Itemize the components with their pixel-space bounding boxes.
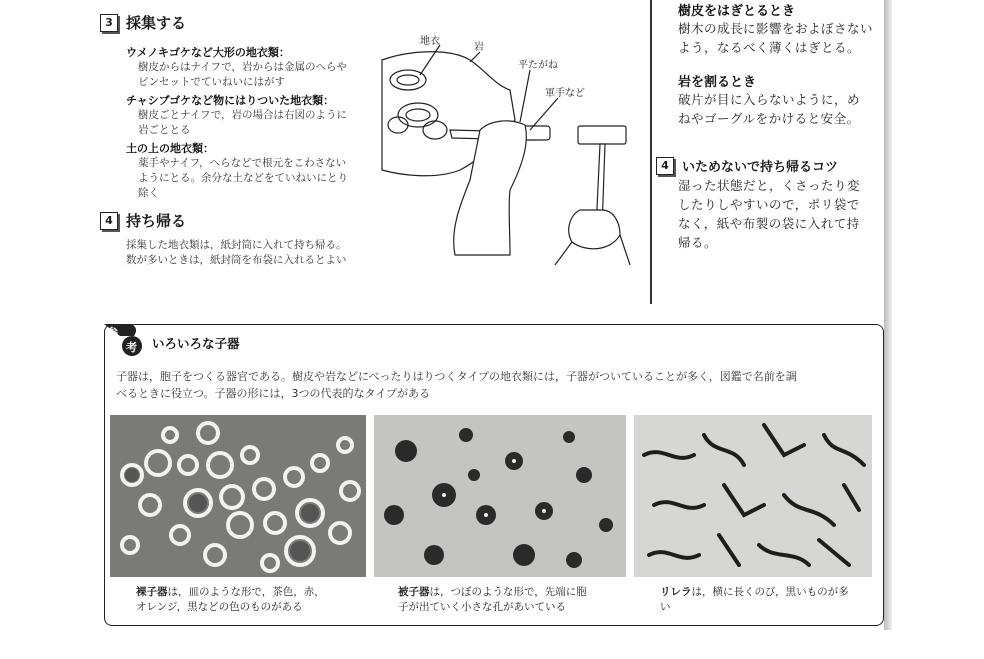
caption-term: リレラ (660, 586, 692, 598)
section-4-body (126, 238, 376, 268)
label-glove: 軍手など (545, 88, 585, 99)
illustration-svg (380, 30, 635, 265)
text-line: ピンセットでていねいにはがす (138, 76, 285, 88)
lichen-patch (390, 70, 426, 90)
section-title-text: 採集する (126, 14, 187, 32)
reference-intro (116, 368, 880, 402)
text-line: 除く (138, 187, 159, 199)
caption-text: は，皿のような形で，茶色，赤， (167, 586, 325, 598)
caption-text: は，横に長くのび，黒いものが多 (691, 586, 849, 598)
sidebar-tip-4-text (678, 176, 884, 252)
text-line: 湿った状態だと，くさったり変 (678, 178, 861, 193)
tip-text (678, 90, 884, 128)
photo-lirellae (634, 415, 872, 577)
sidebar-rule (650, 0, 652, 304)
section-number: 4 (656, 157, 674, 175)
photo-perithecia (374, 415, 626, 577)
tip-heading: 樹皮をはぎとるとき (678, 4, 796, 19)
sidebar-tips (678, 0, 884, 128)
text-line: 帰る。 (678, 235, 718, 250)
caption-apothecia (136, 585, 366, 615)
section-number: 4 (100, 212, 118, 230)
photo-apothecia (110, 415, 366, 577)
hammer-head (578, 126, 626, 144)
text-line: 樹木の成長に影響をおよぼさない (678, 21, 874, 36)
item-heading: 土の上の地衣類： (126, 142, 214, 155)
label-lichen: 地衣 (420, 36, 440, 47)
sidebar-tip-4-title (656, 156, 838, 175)
text-line: 数が多いときは，紙封筒を布袋に入れるとよい (126, 254, 347, 266)
reference-badge (104, 322, 144, 358)
section-title-text: 持ち帰る (126, 212, 187, 230)
tip-heading: いためないで持ち帰るコツ (682, 160, 839, 175)
tip-heading: 岩を割るとき (678, 75, 757, 90)
item-text (126, 60, 376, 90)
section-4-title (100, 210, 186, 231)
text-line: べるときに役立つ。子器の形には，3つの代表的なタイプがある (116, 387, 431, 400)
reference-title: いろいろな子器 (152, 336, 240, 351)
text-line: 薬手やナイフ，へらなどで根元をこわさない (138, 157, 347, 169)
text-line: したりしやすいので，ポリ袋で (678, 197, 860, 212)
text-line: ねやゴーグルをかけると安全。 (678, 111, 860, 126)
hand-with-hammer (569, 210, 620, 249)
text-line: よう，なるべく薄くはぎとる。 (678, 40, 861, 55)
lichen-patch (398, 103, 438, 127)
text-line: 樹皮ごとナイフで，岩の場合は右図のように (138, 109, 348, 121)
text-line: 採集した地衣類は，紙封筒に入れて持ち帰る。 (126, 239, 347, 251)
caption-perithecia (398, 585, 628, 615)
page-edge (884, 0, 892, 630)
item-text (126, 108, 376, 138)
caption-line: 子が出ていく小さな孔があいている (398, 601, 566, 613)
tip-text (678, 19, 884, 57)
caption-lirellae (660, 585, 870, 615)
badge-top: 参 (107, 326, 118, 339)
caption-term: 裸子器 (136, 586, 168, 598)
caption-term: 被子器 (398, 586, 430, 598)
rock-chisel-illustration (380, 30, 635, 265)
section-number: 3 (100, 14, 118, 32)
item-text (126, 156, 376, 201)
text-line: ようにとる。余分な土などをていねいにとり (138, 172, 348, 184)
badge-bottom: 考 (126, 341, 137, 354)
caption-line: オレンジ，黒などの色のものがある (136, 601, 303, 613)
section-3-body (126, 44, 376, 201)
caption-text: は，つぼのような形で，先端に胞 (429, 586, 587, 598)
text-line: 子器は，胞子をつくる器官である。樹皮や岩などにべったりはりつくタイプの地衣類には，子器がついていることが多く，図鑑で名前を調 (116, 370, 797, 383)
section-3-title (100, 12, 186, 33)
item-heading: ウメノキゴケなど大形の地衣類： (126, 46, 290, 59)
text-line: 破片が目に入らないように，め (678, 92, 861, 107)
text-line: 樹皮からはナイフで，岩からは金属のへらや (138, 61, 348, 73)
caption-line: い (660, 601, 671, 613)
label-chisel: 平たがね (518, 60, 558, 71)
label-rock: 岩 (474, 42, 484, 53)
item-heading: チャシブゴケなど物にはりついた地衣類： (126, 94, 335, 107)
text-line: 岩ごととる (138, 124, 191, 136)
text-line: なく，紙や布製の袋に入れて持 (678, 216, 860, 231)
